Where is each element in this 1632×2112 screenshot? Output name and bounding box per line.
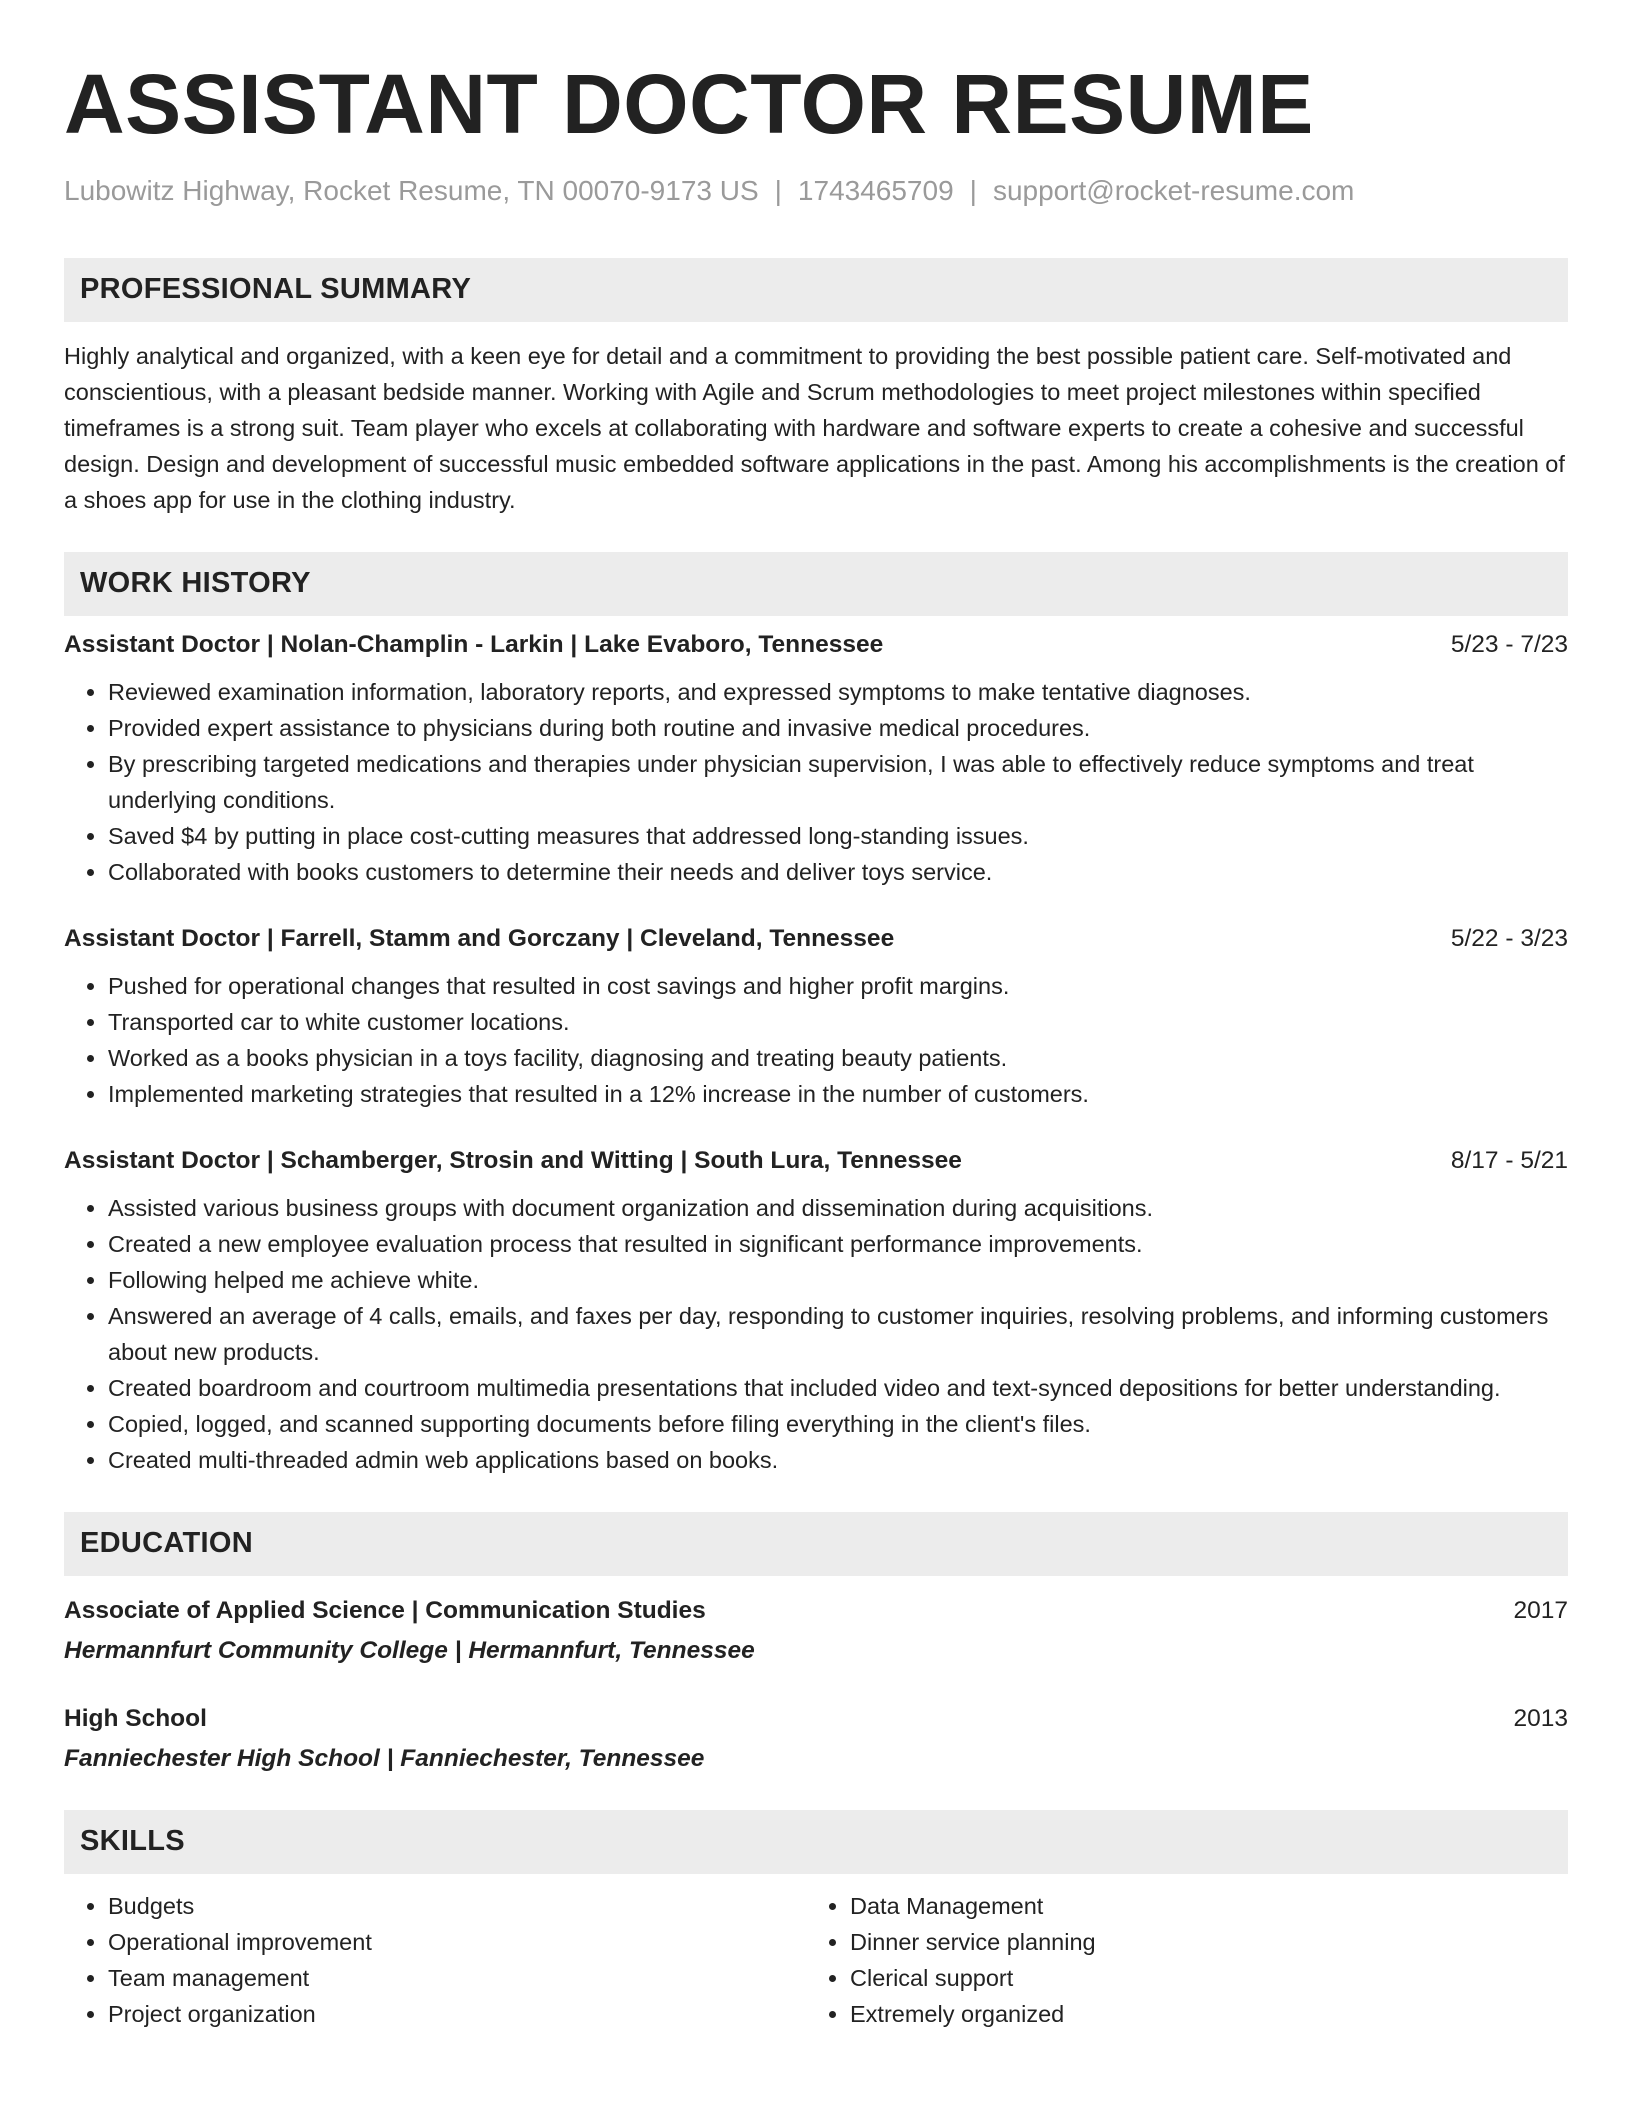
- education-school: Fanniechester High School | Fanniechester, Tennessee: [64, 1744, 705, 1772]
- job-bullet: • Created boardroom and courtroom multimedia presentations that included video and text-synced depositions for better understanding.: [108, 1370, 1568, 1406]
- contact-separator: |: [774, 175, 782, 206]
- job-dates: 8/17 - 5/21: [1450, 1146, 1568, 1174]
- job-dates: 5/23 - 7/23: [1450, 630, 1568, 658]
- resume-title: ASSISTANT DOCTOR RESUME: [64, 57, 1314, 151]
- job-bullet: • Copied, logged, and scanned supporting documents before filing everything in the client's files.: [108, 1406, 1568, 1442]
- job-dates: 5/22 - 3/23: [1450, 924, 1568, 952]
- job-bullet: • Saved $4 by putting in place cost-cutting measures that addressed long-standing issues.: [108, 818, 1568, 854]
- job-bullets: [64, 968, 1568, 1112]
- job-bullet: • Answered an average of 4 calls, emails, and faxes per day, responding to customer inquiries, resolving problems, and informing customers about new products.: [108, 1298, 1568, 1370]
- skills-list-right: [806, 1888, 1548, 2032]
- skills-list-left: [64, 1888, 806, 2032]
- job-bullet: • Created a new employee evaluation process that resulted in significant performance improvements.: [108, 1226, 1568, 1262]
- skills-columns: [64, 1888, 1568, 2032]
- contact-separator: |: [969, 175, 977, 206]
- contact-email: support@rocket-resume.com: [992, 175, 1355, 206]
- skill-item: • Data Management: [850, 1888, 1548, 1924]
- contact-line: [64, 174, 1568, 208]
- section-header-education: EDUCATION: [64, 1512, 1568, 1576]
- section-header-summary: PROFESSIONAL SUMMARY: [64, 258, 1568, 322]
- job-bullet: • Created multi-threaded admin web applications based on books.: [108, 1442, 1568, 1478]
- skill-item: • Budgets: [108, 1888, 806, 1924]
- skill-item: • Clerical support: [850, 1960, 1548, 1996]
- education-year: 2017: [1513, 1596, 1568, 1624]
- education-row: [64, 1702, 1568, 1736]
- job-bullet: • Collaborated with books customers to determine their needs and deliver toys service.: [108, 854, 1568, 890]
- education-entry: [64, 1594, 1568, 1668]
- education-entry: [64, 1702, 1568, 1776]
- job-bullet: • Implemented marketing strategies that resulted in a 12% increase in the number of customers.: [108, 1076, 1568, 1112]
- job-title-row: [64, 1144, 1568, 1178]
- summary-text: Highly analytical and organized, with a keen eye for detail and a commitment to providing the best possible patient care. Self-motivated and conscientious, with a pleasant bedside manner. Working with Agile and Scrum methodologies to meet project milestones within specified timeframes is a strong suit. Team player who excels at collaborating with hardware and software experts to create a cohesive and successful design. Design and development of successful music embedded software applications in the past. Among his accomplishments is the creation of a shoes app for use in the clothing industry.: [64, 342, 1565, 513]
- contact-address: Lubowitz Highway, Rocket Resume, TN 00070-9173 US: [64, 175, 759, 206]
- job-title-row: [64, 922, 1568, 956]
- contact-phone: 1743465709: [797, 175, 954, 206]
- job-bullet: • Following helped me achieve white.: [108, 1262, 1568, 1298]
- education-year: 2013: [1513, 1704, 1568, 1732]
- skill-item: • Team management: [108, 1960, 806, 1996]
- job-title: Assistant Doctor | Nolan-Champlin - Larkin | Lake Evaboro, Tennessee: [64, 630, 884, 658]
- education-degree: High School: [64, 1704, 207, 1732]
- job-title: Assistant Doctor | Schamberger, Strosin and Witting | South Lura, Tennessee: [64, 1146, 962, 1174]
- job-entry: [64, 628, 1568, 890]
- job-bullet: • Reviewed examination information, laboratory reports, and expressed symptoms to make tentative diagnoses.: [108, 674, 1568, 710]
- education-degree: Associate of Applied Science | Communication Studies: [64, 1596, 706, 1624]
- education-school: Hermannfurt Community College | Hermannfurt, Tennessee: [64, 1636, 755, 1664]
- job-bullets: [64, 1190, 1568, 1478]
- job-bullet: • Transported car to white customer locations.: [108, 1004, 1568, 1040]
- skill-item: • Dinner service planning: [850, 1924, 1548, 1960]
- job-title: Assistant Doctor | Farrell, Stamm and Gorczany | Cleveland, Tennessee: [64, 924, 895, 952]
- job-title-row: [64, 628, 1568, 662]
- job-bullet: • Pushed for operational changes that resulted in cost savings and higher profit margins.: [108, 968, 1568, 1004]
- skill-item: • Operational improvement: [108, 1924, 806, 1960]
- job-bullet: • By prescribing targeted medications and therapies under physician supervision, I was able to effectively reduce symptoms and treat underlying conditions.: [108, 746, 1568, 818]
- job-entry: [64, 922, 1568, 1112]
- job-bullet: • Assisted various business groups with document organization and dissemination during acquisitions.: [108, 1190, 1568, 1226]
- skill-item: • Extremely organized: [850, 1996, 1548, 2032]
- job-bullets: [64, 674, 1568, 890]
- job-entry: [64, 1144, 1568, 1478]
- job-bullet: • Provided expert assistance to physicians during both routine and invasive medical procedures.: [108, 710, 1568, 746]
- education-row: [64, 1594, 1568, 1628]
- skill-item: • Project organization: [108, 1996, 806, 2032]
- job-bullet: • Worked as a books physician in a toys facility, diagnosing and treating beauty patients.: [108, 1040, 1568, 1076]
- section-header-skills: SKILLS: [64, 1810, 1568, 1874]
- section-header-work-history: WORK HISTORY: [64, 552, 1568, 616]
